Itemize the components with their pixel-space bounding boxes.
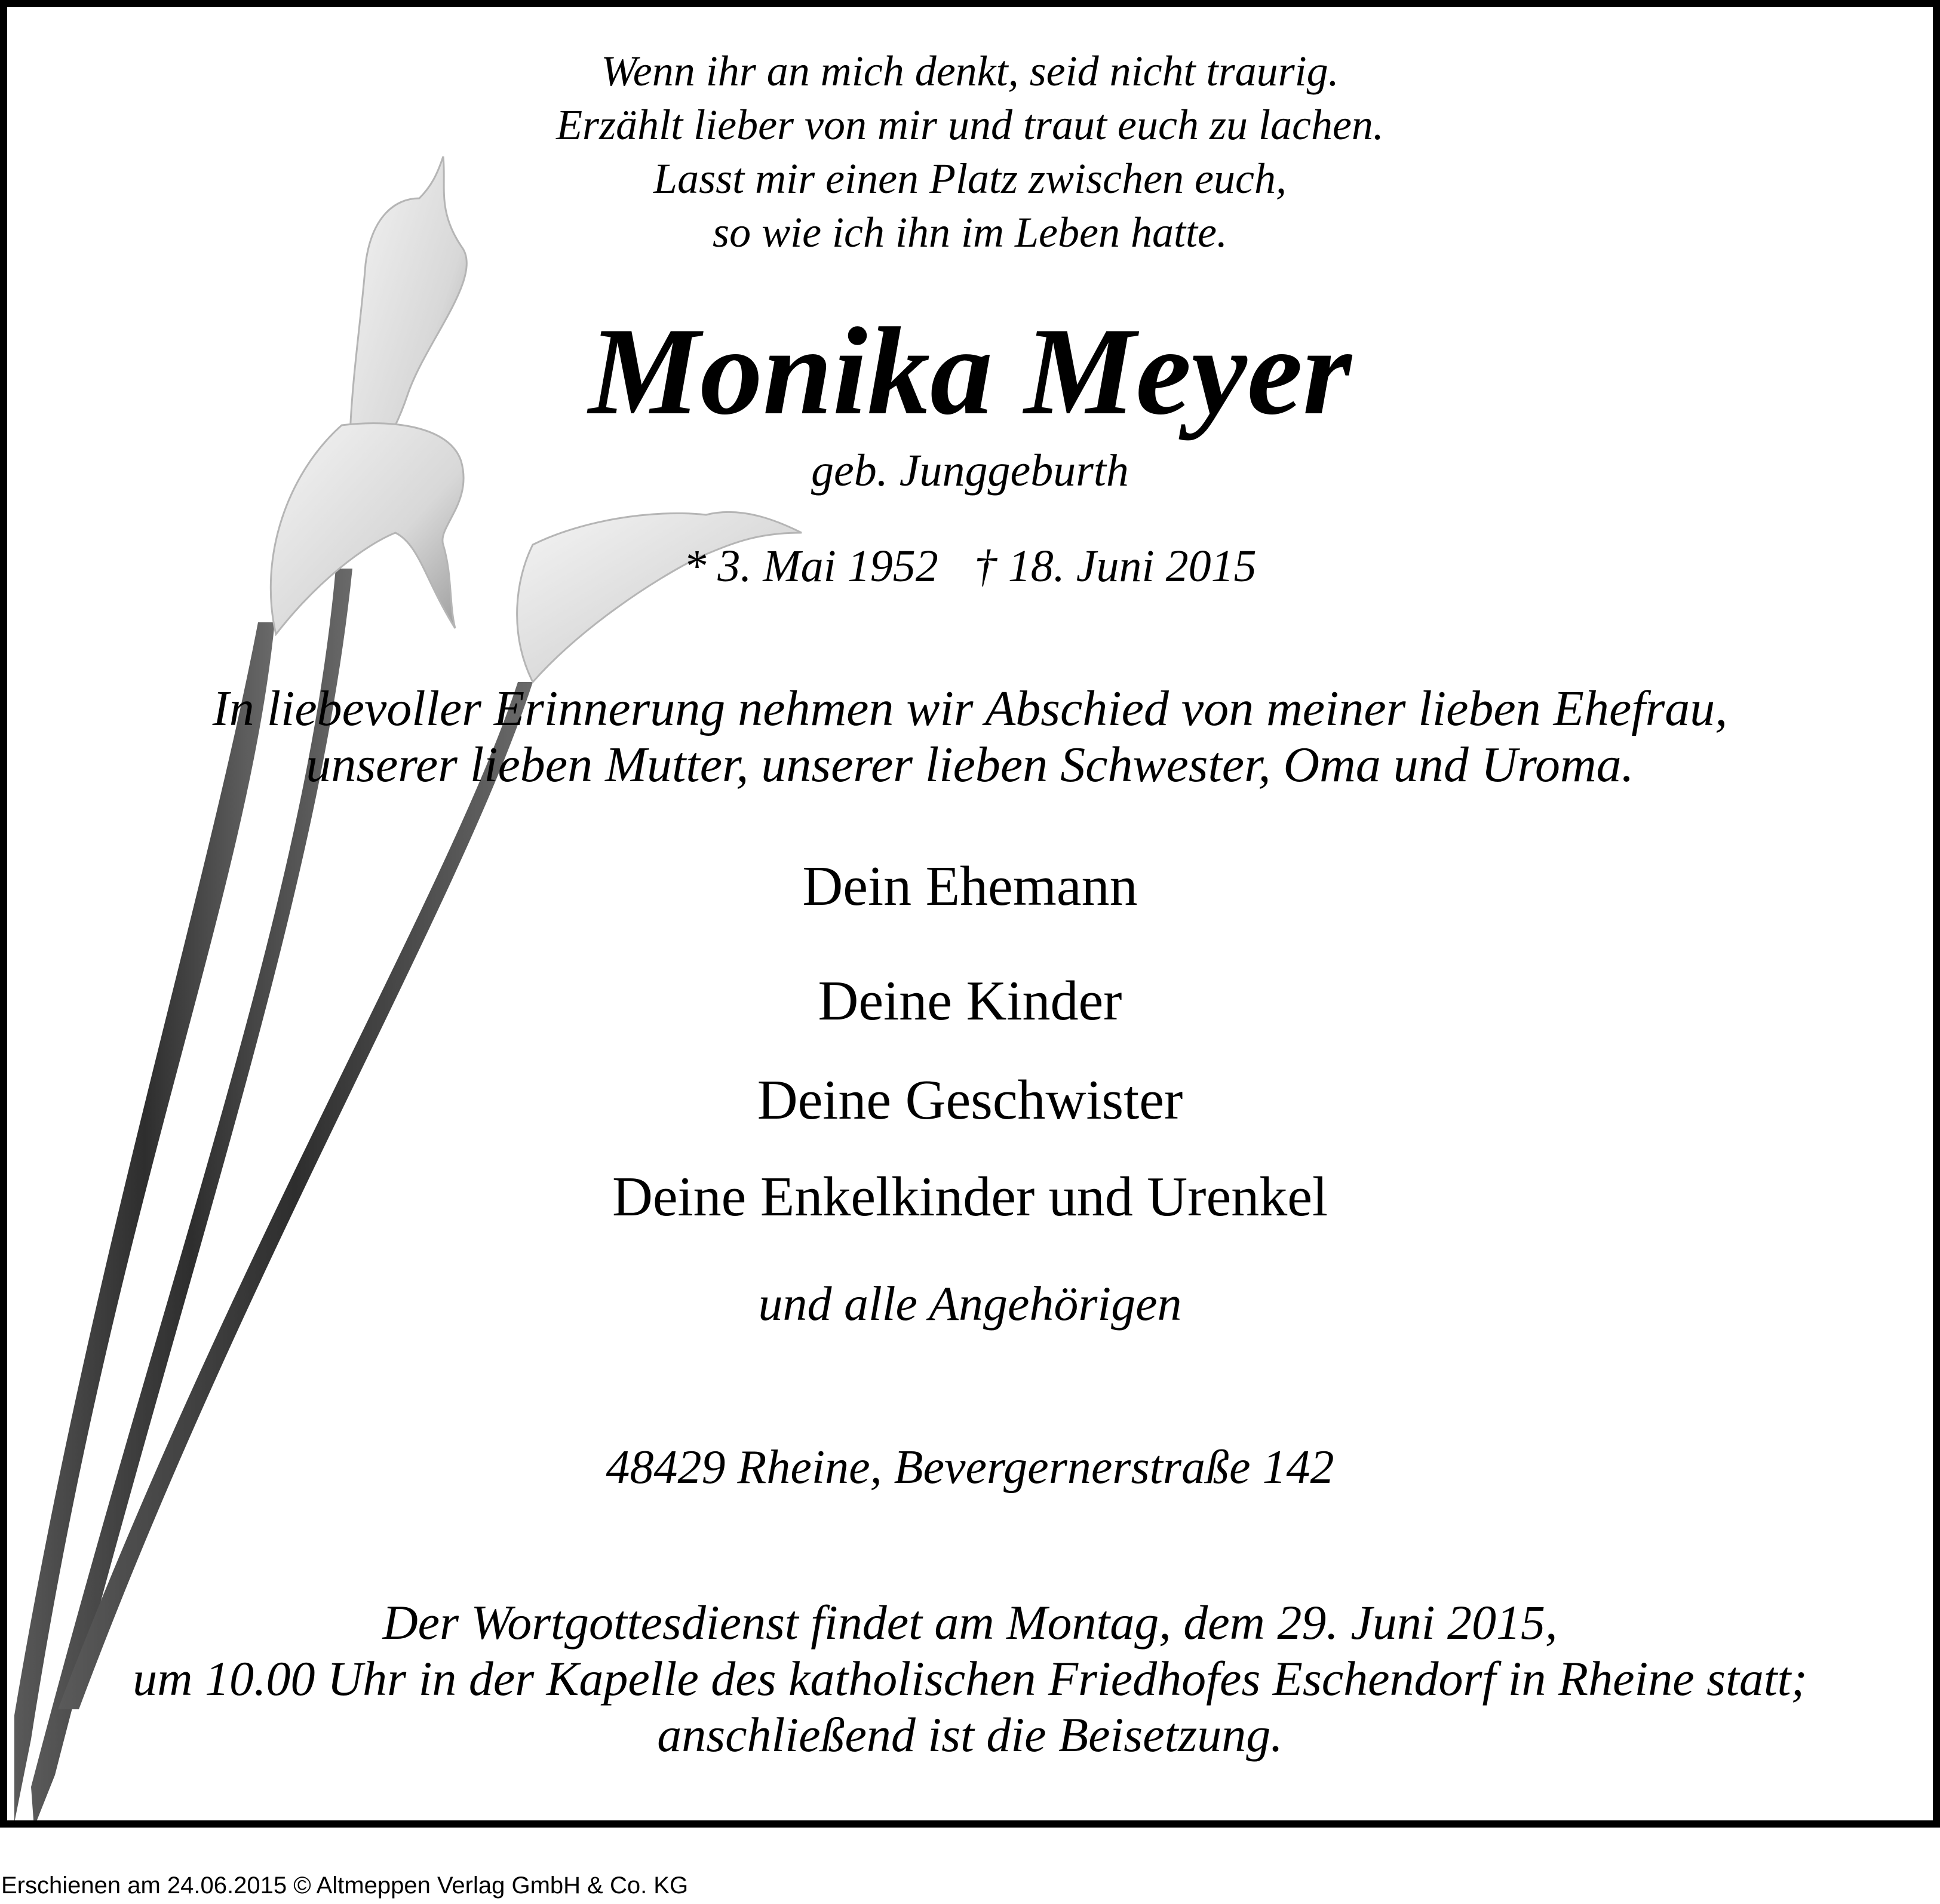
intro-line: In liebevoller Erinnerung nehmen wir Abschied von meiner lieben Ehefrau, [212,681,1728,736]
calla-lily-illustration [7,7,1940,1828]
publication-footer: Erschienen am 24.06.2015 © Altmeppen Verlag GmbH & Co. KG [1,1872,689,1899]
intro-line: unserer lieben Mutter, unserer lieben Schwester, Oma und Uroma. [306,737,1634,793]
relatives-line: und alle Angehörigen [758,1276,1182,1331]
mourner-spouse: Dein Ehemann [802,855,1138,917]
poem-line: Erzählt lieber von mir und traut euch zu lachen. [556,101,1384,149]
death-date: † 18. Juni 2015 [974,541,1257,591]
poem-line: so wie ich ihn im Leben hatte. [713,208,1227,256]
service-line: um 10.00 Uhr in der Kapelle des katholischen Friedhofes Eschendorf in Rheine statt; [133,1651,1807,1706]
maiden-name: geb. Junggeburth [811,446,1129,496]
service-line: anschließend ist die Beisetzung. [657,1708,1283,1762]
service-line: Der Wortgottesdienst findet am Montag, dem 29. Juni 2015, [382,1595,1558,1650]
mourner-children: Deine Kinder [818,970,1122,1032]
birth-date: * 3. Mai 1952 [683,541,938,591]
deceased-name: Monika Meyer [588,302,1352,441]
mourner-siblings: Deine Geschwister [757,1069,1183,1131]
address: 48429 Rheine, Bevergernerstraße 142 [606,1441,1334,1494]
mourner-grandchildren: Deine Enkelkinder und Urenkel [612,1166,1328,1228]
life-dates [7,543,1933,589]
poem-line: Lasst mir einen Platz zwischen euch, [653,155,1287,202]
poem-line: Wenn ihr an mich denkt, seid nicht traurig. [601,47,1339,95]
